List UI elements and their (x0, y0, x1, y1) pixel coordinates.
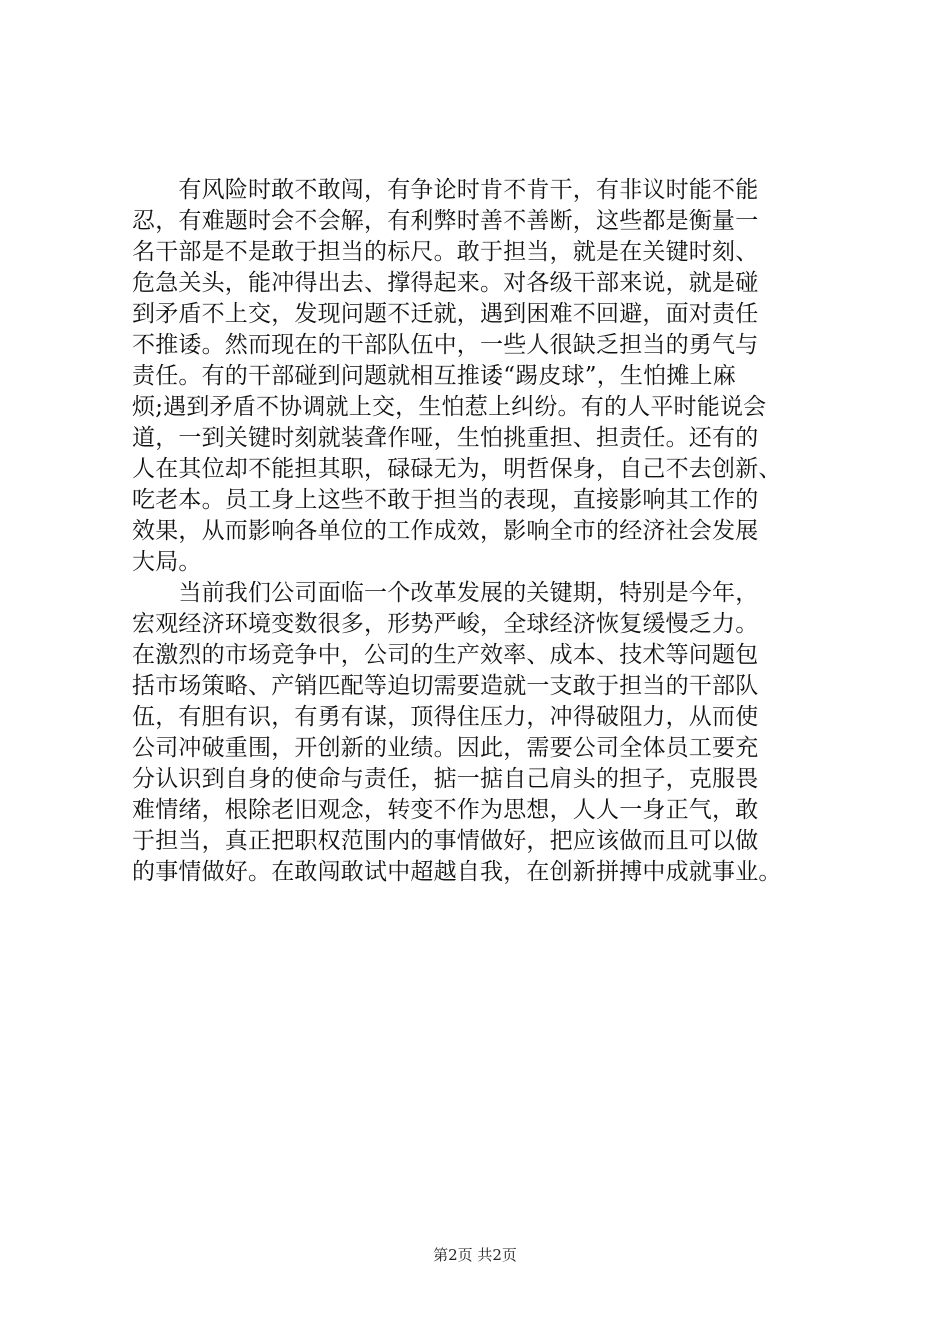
paragraph-2-line-8: 难情绪，根除老旧观念，转变不作为思想，人人一身正气，敢 (132, 797, 759, 823)
paragraph-2-line-4: 括市场策略、产销匹配等迫切需要造就一支敢于担当的干部队 (132, 673, 759, 699)
paragraph-1-line-6: 不推诿。然而现在的干部队伍中，一些人很缺乏担当的勇气与 (132, 332, 759, 358)
paragraph-1-line-5: 到矛盾不上交，发现问题不迁就，遇到困难不回避，面对责任 (132, 301, 759, 327)
paragraph-2-line-9: 于担当，真正把职权范围内的事情做好，把应该做而且可以做 (132, 828, 759, 854)
paragraph-1-line-13: 大局。 (132, 549, 202, 575)
paragraph-1-line-11: 吃老本。员工身上这些不敢于担当的表现，直接影响其工作的 (132, 487, 759, 513)
document-body (132, 175, 832, 888)
paragraph-2-line-1: 当前我们公司面临一个改革发展的关键期，特别是今年， (132, 580, 759, 606)
paragraph-1-line-12: 效果，从而影响各单位的工作成效，影响全市的经济社会发展 (132, 518, 759, 544)
paragraph-2-line-10: 的事情做好。在敢闯敢试中超越自我，在创新拼搏中成就事业。 (132, 859, 782, 885)
paragraph-1-line-7: 责任。有的干部碰到问题就相互推诿“踢皮球”，生怕摊上麻 (132, 363, 736, 389)
paragraph-1-line-3: 名干部是不是敢于担当的标尺。敢于担当，就是在关键时刻、 (132, 239, 759, 265)
paragraph-1-line-2: 忍，有难题时会不会解，有利弊时善不善断，这些都是衡量一 (132, 208, 759, 234)
paragraph-1-line-1: 有风险时敢不敢闯，有争论时肯不肯干，有非议时能不能 (132, 177, 759, 203)
paragraph-1-line-10: 人在其位却不能担其职，碌碌无为，明哲保身，自己不去创新、 (132, 456, 782, 482)
paragraph-1-line-9: 道，一到关键时刻就装聋作哑，生怕挑重担、担责任。还有的 (132, 425, 759, 451)
page-number-footer: 第2页 共2页 (433, 1246, 517, 1264)
paragraph-2-line-6: 公司冲破重围，开创新的业绩。因此，需要公司全体员工要充 (132, 735, 759, 761)
paragraph-1-line-8: 烦;遇到矛盾不协调就上交，生怕惹上纠纷。有的人平时能说会 (132, 394, 767, 420)
paragraph-2-line-3: 在激烈的市场竞争中，公司的生产效率、成本、技术等问题包 (132, 642, 759, 668)
paragraph-1-line-4: 危急关头，能冲得出去、撑得起来。对各级干部来说，就是碰 (132, 270, 759, 296)
paragraph-2-line-7: 分认识到自身的使命与责任，掂一掂自己肩头的担子，克服畏 (132, 766, 759, 792)
paragraph-2-line-2: 宏观经济环境变数很多，形势严峻，全球经济恢复缓慢乏力。 (132, 611, 759, 637)
paragraph-2-line-5: 伍，有胆有识，有勇有谋，顶得住压力，冲得破阻力，从而使 (132, 704, 759, 730)
